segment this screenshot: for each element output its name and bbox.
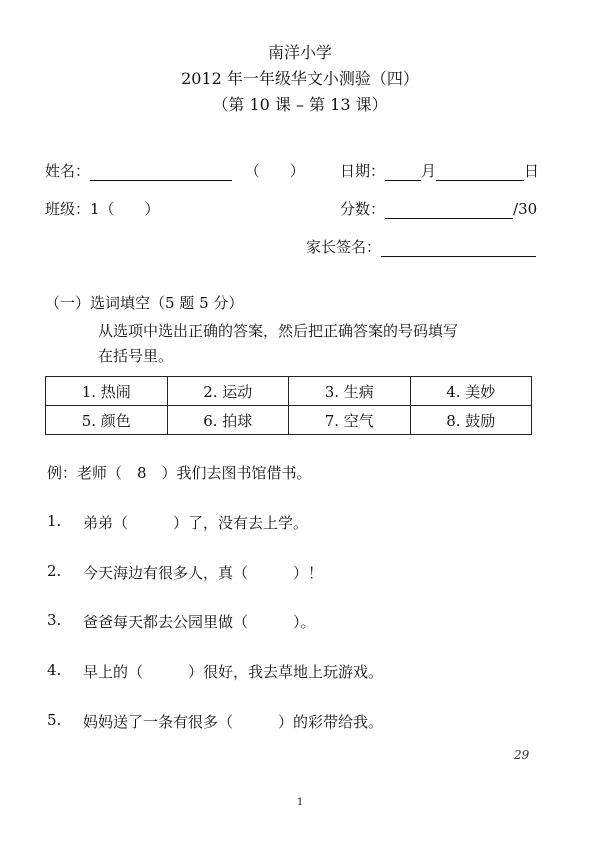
score-label: 分数：	[340, 200, 386, 218]
question-text[interactable]: 今天海边有很多人，真（ ）！	[83, 564, 324, 582]
month-label: 月	[421, 162, 437, 180]
question-text[interactable]: 早上的（ ）很好，我去草地上玩游戏。	[83, 663, 384, 681]
lesson-range: （第 10 课 – 第 13 课）	[212, 95, 388, 114]
handwritten-score: 29	[514, 748, 530, 762]
option-cell: 3. 生病	[289, 377, 411, 406]
example-text: 老师（ 8 ）我们去图书馆借书。	[77, 464, 312, 482]
name-label: 姓名：	[45, 162, 91, 180]
name-number-paren: （ ）	[244, 162, 305, 180]
score-row	[340, 198, 537, 219]
option-cell: 5. 颜色	[46, 406, 168, 435]
parent-signature-blank[interactable]	[381, 242, 536, 257]
option-cell: 1. 热闹	[46, 377, 168, 406]
options-row	[46, 377, 532, 406]
name-blank[interactable]	[90, 166, 232, 181]
question-text[interactable]: 妈妈送了一条有很多（ ）的彩带给我。	[83, 713, 384, 731]
date-row	[340, 160, 539, 181]
score-blank[interactable]	[385, 204, 513, 219]
question-item	[0, 661, 600, 681]
question-number: 2.	[47, 562, 62, 580]
score-total: /30	[513, 200, 538, 218]
question-text[interactable]: 爸爸每天都去公园里做（ ）。	[83, 613, 316, 631]
question-number: 5.	[47, 711, 62, 729]
instruction-line-1: 从选项中选出正确的答案，然后把正确答案的号码填写	[98, 322, 459, 340]
parent-signature-row	[306, 236, 536, 257]
question-item	[0, 562, 600, 582]
page-number: 1	[296, 797, 304, 808]
option-cell: 4. 美妙	[410, 377, 532, 406]
question-item	[0, 711, 600, 731]
option-cell: 6. 拍球	[167, 406, 289, 435]
option-cell: 8. 鼓励	[410, 406, 532, 435]
option-cell: 2. 运动	[167, 377, 289, 406]
class-field: 班级：1（ ）	[45, 200, 160, 218]
parent-signature-label: 家长签名：	[306, 238, 382, 256]
instruction-line-2: 在括号里。	[98, 347, 174, 365]
option-cell: 7. 空气	[289, 406, 411, 435]
day-blank[interactable]	[436, 166, 524, 181]
question-number: 4.	[47, 661, 62, 679]
name-row	[45, 160, 305, 181]
options-table	[45, 376, 532, 435]
date-label: 日期：	[340, 162, 386, 180]
question-item	[0, 611, 600, 631]
question-number: 3.	[47, 611, 62, 629]
question-item	[0, 512, 600, 532]
options-row	[46, 406, 532, 435]
exam-title: 2012 年一年级华文小测验（四）	[181, 69, 419, 88]
section-title: （一）选词填空（5 题 5 分）	[45, 294, 244, 312]
example-label: 例：	[47, 464, 78, 482]
school-name: 南洋小学	[267, 43, 332, 62]
question-text[interactable]: 弟弟（ ）了，没有去上学。	[83, 514, 309, 532]
day-label: 日	[524, 162, 540, 180]
month-blank[interactable]	[385, 166, 421, 181]
example-row	[47, 462, 312, 483]
question-number: 1.	[47, 512, 62, 530]
